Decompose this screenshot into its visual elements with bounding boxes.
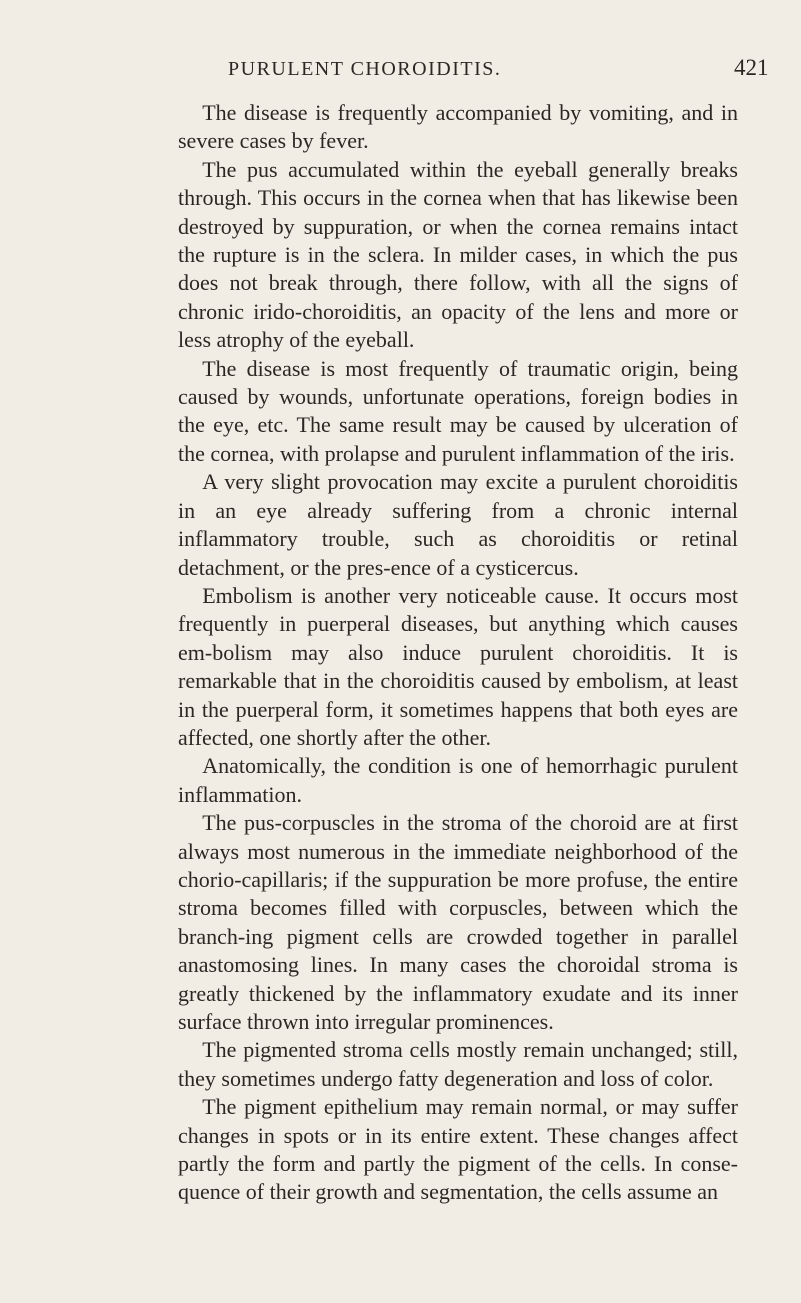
- page-number: 421: [734, 55, 769, 80]
- paragraph: The pigment epithelium may remain normal, or may suffer changes in spots or in its entire extent. These changes affect partly the form and partly the pigment of the cells. In conse-quence of their growth and segmentation, the cells assume an: [178, 1094, 738, 1205]
- paragraph: Embolism is another very noticeable cause. It occurs most frequently in puerperal diseases, but anything which causes em-bolism may also induce purulent choroiditis. It is remarkable that in the choroiditis caused by embolism, at least in the puerperal form, it sometimes happens that both eyes are affected, one shortly after the other.: [178, 582, 738, 750]
- body-text: [178, 99, 738, 1207]
- paragraph: A very slight provocation may excite a purulent choroiditis in an eye already suffering from a chronic internal inflammatory trouble, such as choroiditis or retinal detachment, or the pres-ence of a cysticercus.: [178, 469, 738, 580]
- paragraph: Anatomically, the condition is one of hemorrhagic purulent inflammation.: [178, 753, 738, 807]
- paragraph: The disease is most frequently of traumatic origin, being caused by wounds, unfortunate operations, foreign bodies in the eye, etc. The same result may be caused by ulceration of the cornea, with prolapse and purulent inflammation of the iris.: [178, 355, 738, 466]
- paragraph: The pigmented stroma cells mostly remain unchanged; still, they sometimes undergo fatty degeneration and loss of color.: [178, 1037, 738, 1091]
- running-title: PURULENT CHOROIDITIS.: [228, 58, 502, 80]
- paragraph: The pus accumulated within the eyeball generally breaks through. This occurs in the cornea when that has likewise been destroyed by suppuration, or when the cornea remains intact the rupture is in the sclera. In milder cases, in which the pus does not break through, there follow, with all the signs of chronic irido-choroiditis, an opacity of the lens and more or less atrophy of the eyeball.: [178, 156, 738, 353]
- paragraph: The pus-corpuscles in the stroma of the choroid are at first always most numerous in the immediate neighborhood of the chorio-capillaris; if the suppuration be more profuse, the entire stroma becomes filled with corpuscles, between which the branch-ing pigment cells are crowded together in parallel anastomosing lines. In many cases the choroidal stroma is greatly thickened by the inflammatory exudate and its inner surface thrown into irregular prominences.: [178, 810, 738, 1034]
- paragraph: The disease is frequently accompanied by vomiting, and in severe cases by fever.: [178, 100, 738, 154]
